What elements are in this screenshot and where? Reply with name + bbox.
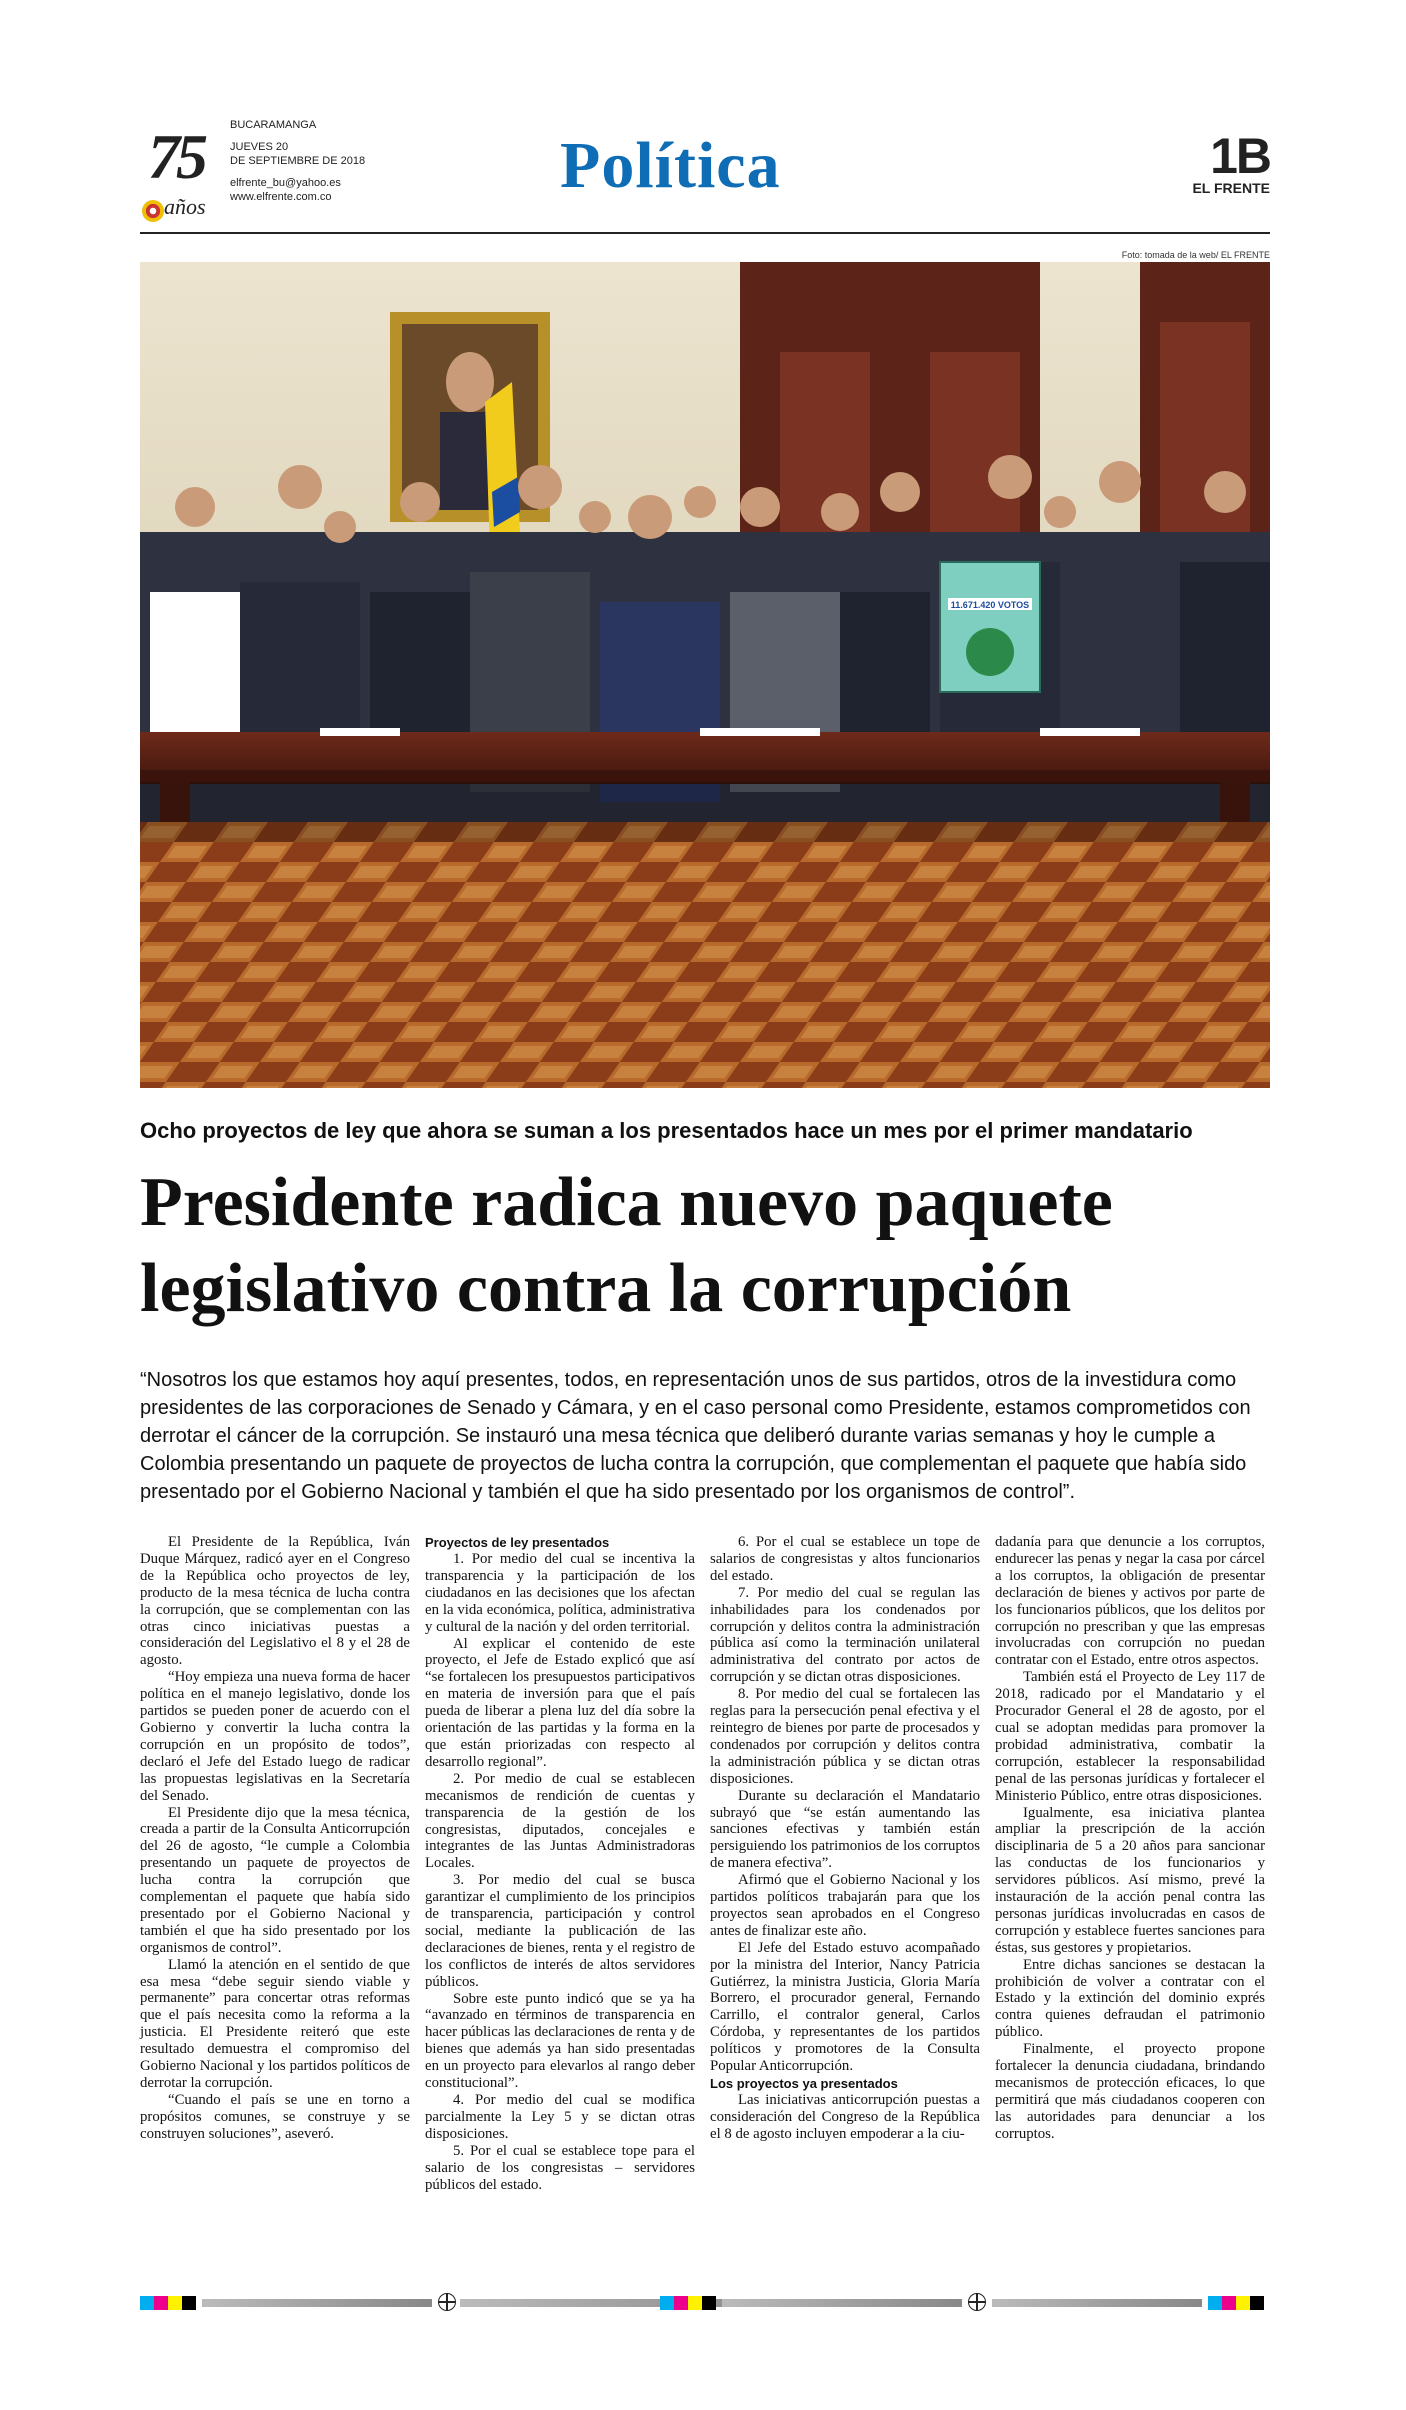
headline-line-1: Presidente radica nuevo paquete xyxy=(140,1164,1113,1241)
paragraph: Al explicar el contenido de este proyecto, el Jefe de Estado explicó que así “se fortalecen los presupuestos participativos en materia de inversión para que el país pueda de liberar a plena luz del día sobre la orientación de las partidas y la forma en la que están priorizadas con respecto al desarrollo regional”. xyxy=(425,1635,695,1770)
paragraph: Afirmó que el Gobierno Nacional y los partidos políticos trabajarán para que los proyectos sean aprobados en el Congreso antes de finalizar este año. xyxy=(710,1872,980,1939)
color-swatches xyxy=(1208,2296,1264,2310)
date-line-2: DE SEPTIEMBRE DE 2018 xyxy=(230,155,366,167)
paragraph: El Jefe del Estado estuvo acompañado por la ministra del Interior, Nancy Patricia Gutiérrez, la ministra Justicia, Gloria María Borrero, el procurador general, Fernando Carrillo, el contralor general, Carlos Córdoba, y representantes de los partidos políticos y promotores de la Consulta Popular Anticorrupción. xyxy=(710,1939,980,2075)
masthead-rule xyxy=(140,232,1270,234)
masthead xyxy=(140,110,1270,230)
paragraph: 4. Por medio del cual se modifica parcialmente la Ley 5 y se dictan otras disposiciones. xyxy=(425,2092,695,2142)
ceremony-photo-illustration xyxy=(140,262,1270,1088)
headline-line-2: legislativo contra la corrupción xyxy=(140,1250,1072,1327)
edition-info xyxy=(230,118,365,204)
gray-bar xyxy=(202,2299,432,2307)
body-column-3 xyxy=(710,1534,980,2143)
section-title: Política xyxy=(560,129,781,202)
paragraph: Durante su declaración el Mandatario subrayó que “se están aumentando las sanciones efectivas y también están persiguiendo los patrimonios de los corruptos de manera efectiva”. xyxy=(710,1787,981,1872)
paragraph: dadanía para que denuncie a los corruptos, endurecer las penas y negar la casa por cárcel a los corruptos, la obligación de presentar declaración de bienes y activos por parte de los funcionarios públicos, que los delitos por corrupción no prescriban y que las empresas involucradas con corrupción no puedan contratar con el Estado, entre otros aspectos. xyxy=(995,1534,1265,1669)
paragraph: 8. Por medio del cual se fortalecen las reglas para la persecución penal efectiva y el reintegro de bienes por parte de procesados y condenados por corrupción y delitos contra la administración pública y se dictan otras disposiciones. xyxy=(710,1686,980,1787)
page-number: 1B xyxy=(1210,128,1270,184)
email-link[interactable]: elfrente_bu@yahoo.es xyxy=(230,177,341,189)
subhead-proyectos-ya-presentados: Los proyectos ya presentados xyxy=(710,2076,898,2091)
paragraph: 2. Por medio de cual se establecen mecanismos de rendición de cuentas y transparencia de la gestión de los congresistas, diputados, concejales e integrantes de las Juntas Administradoras Locales. xyxy=(425,1770,695,1872)
paragraph: 7. Por medio del cual se regulan las inhabilidades para los condenados por corrupción y delitos contra la administración pública así como la terminación unilateral administrativa del contrato por actos de corrupción y se dictan otras disposiciones. xyxy=(710,1584,980,1686)
gray-bar xyxy=(992,2299,1202,2307)
logo-word: años xyxy=(164,194,206,219)
paragraph: El Presidente de la República, Iván Duque Márquez, radicó ayer en el Congreso de la República ocho proyectos de ley, producto de la mesa técnica de lucha contra la corrupción, que se complementan con las otras cinco iniciativas puestas a consideración del Legislativo el 8 y el 28 de agosto. xyxy=(140,1534,410,1669)
photo-credit: Foto: tomada de la web/ EL FRENTE xyxy=(1121,250,1270,260)
film-reel-icon xyxy=(142,200,164,222)
registration-mark-icon xyxy=(438,2293,456,2311)
kicker: Ocho proyectos de ley que ahora se suman a los presentados hace un mes por el primer mandatario xyxy=(140,1118,1193,1143)
body-column-2 xyxy=(425,1534,695,2193)
paragraph: Sobre este punto indicó que se ya ha “avanzado en términos de transparencia en hacer públicas las declaraciones de renta y de bienes que además ya han sido presentadas en un proyecto para elevarlos al rango deber constitucional”. xyxy=(425,1990,695,2092)
website-link[interactable]: www.elfrente.com.co xyxy=(230,191,332,203)
paragraph: Igualmente, esa iniciativa plantea ampliar la prescripción de la acción disciplinaria de 5 a 20 años para sancionar las conductas de los funcionarios y servidores públicos. Así mismo, prevé la instauración de la acción penal contra las personas jurídicas involucradas en casos de corrupción y establece fuertes sanciones para éstas, sus gestores y propietarios. xyxy=(995,1804,1265,1956)
paragraph: Llamó la atención en el sentido de que esa mesa “debe seguir siendo viable y permanente” para concertar otras reformas que el país necesita como la reforma a la justicia. El Presidente reiteró que este resultado demuestra el compromiso del Gobierno Nacional y los partidos políticos de derrotar la corrupción. xyxy=(140,1956,410,2091)
city: BUCARAMANGA xyxy=(230,119,317,131)
paragraph: “Hoy empieza una nueva forma de hacer política en el manejo legislativo, donde los partidos se pueden poner de acuerdo con el Gobierno y convertir la lucha contra la corrupción en un propósito de todos”, declaró el Jefe del Estado luego de radicar las propuestas legislativas en la Secretaría del Senado. xyxy=(140,1669,410,1804)
newspaper-brand: EL FRENTE xyxy=(1192,180,1270,196)
paragraph: 5. Por el cual se establece tope para el salario de los congresistas – servidores públicos del estado. xyxy=(425,2142,695,2193)
paragraph: 1. Por medio del cual se incentiva la transparencia y la participación de los ciudadanos en las decisiones que los afectan en la vida económica, política, administrativa y cultural de la nación y del orden territorial. xyxy=(425,1551,695,1635)
color-swatches xyxy=(140,2296,196,2310)
anniversary-logo xyxy=(140,120,220,220)
paragraph: También está el Proyecto de Ley 117 de 2018, radicado por el Mandatario y el Procurador General el 28 de agosto, por el cual se adoptan medidas para promover la probidad administrativa, combatir la corrupción, establecer la responsabilidad penal de las personas jurídicas y fortalecer el Ministerio Público, entre otras disposiciones. xyxy=(995,1669,1265,1804)
print-registration-strip xyxy=(140,2292,1270,2314)
paragraph: “Cuando el país se une en torno a propósitos comunes, se construye y se construyen soluciones”, aseveró. xyxy=(140,2091,410,2142)
paragraph: 6. Por el cual se establece un tope de salarios de congresistas y altos funcionarios del estado. xyxy=(710,1534,980,1584)
placard-text: 11.671.420 VOTOS xyxy=(950,600,1030,610)
deck-quote: “Nosotros los que estamos hoy aquí presentes, todos, en representación unos de sus partidos, otros de la investidura como presidentes de las corporaciones de Senado y Cámara, y en el caso personal como Presidente, estamos comprometidos con derrotar el cáncer de la corrupción. Se instauró una mesa técnica que deliberó durante varias semanas y hoy le cumple a Colombia presentando un paquete de proyectos de lucha contra la corrupción, que complementan el paquete que había sido presentado por el Gobierno Nacional y también el que ha sido presentado por los organismos de control”. xyxy=(140,1369,1251,1503)
body-column-4 xyxy=(995,1534,1265,2143)
color-swatches xyxy=(660,2296,716,2310)
page-badge xyxy=(1192,128,1270,196)
logo-number: 75 xyxy=(148,121,204,192)
registration-mark-icon xyxy=(968,2293,986,2311)
paragraph: Entre dichas sanciones se destacan la prohibición de volver a contratar con el Estado y la extinción del dominio exprés contra quienes defraudan el patrimonio público. xyxy=(995,1956,1265,2041)
date-line-1: JUEVES 20 xyxy=(230,141,289,153)
headline xyxy=(140,1160,1280,1332)
subhead-proyectos-presentados: Proyectos de ley presentados xyxy=(425,1535,610,1550)
lead-photo xyxy=(140,262,1270,1088)
gray-bar xyxy=(722,2299,962,2307)
paragraph: Las iniciativas anticorrupción puestas a consideración del Congreso de la República el 8 de agosto incluyen empoderar a la ciu- xyxy=(710,2092,980,2142)
paragraph: Finalmente, el proyecto propone fortalecer la denuncia ciudadana, brindando mecanismos de protección eficaces, lo que permitirá que más ciudadanos cooperen con las autoridades para denunciar a los corruptos. xyxy=(995,2041,1265,2142)
paragraph: El Presidente dijo que la mesa técnica, creada a partir de la Consulta Anticorrupción del 26 de agosto, “le cumple a Colombia presentando un paquete de proyectos de lucha contra la corrupción que complementan el paquete que había sido presentado por el Gobierno Nacional y también el que ha sido presentado por los organismos de control”. xyxy=(140,1804,410,1956)
body-column-1 xyxy=(140,1534,410,2143)
paragraph: 3. Por medio del cual se busca garantizar el cumplimiento de los principios de transparencia, participación y control social, mediante la publicación de las declaraciones de bienes, renta y el registro de los conflictos de interés de altos servidores públicos. xyxy=(425,1872,695,1990)
